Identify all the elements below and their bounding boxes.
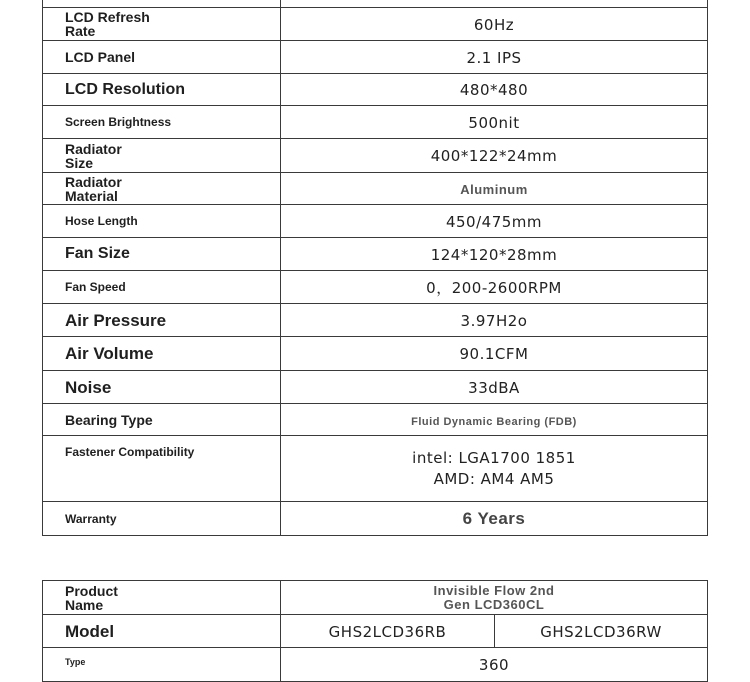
spec-value: Fluid Dynamic Bearing (FDB) (411, 416, 577, 428)
spec-value: 400*122*24mm (430, 147, 558, 165)
spec-label: LCD Panel (65, 49, 136, 65)
spec-label: Warranty (65, 511, 117, 526)
spec-row (43, 74, 708, 106)
spec-label-cell (43, 502, 281, 536)
spec-value-cell (281, 271, 708, 304)
product-name-value: Invisible Flow 2nd Gen LCD360CL (433, 582, 555, 612)
spec-row (43, 271, 708, 304)
spec-label-cell (43, 0, 281, 8)
spec-value: 33dBA (468, 378, 520, 397)
product-name-label: Product Name (65, 582, 118, 613)
spec-row (43, 8, 708, 41)
spec-row (43, 205, 708, 238)
spec-value: 3.97H2o (460, 311, 528, 330)
type-label-cell (43, 648, 281, 682)
spec-value-cell (281, 238, 708, 271)
spec-value-cell (281, 173, 708, 205)
spec-value-cell (281, 404, 708, 436)
spec-label: Radiator Size (65, 140, 122, 171)
spec-value: 124*120*28mm (430, 245, 558, 264)
spec-label: Air Pressure (65, 310, 167, 330)
spec-value: intel: LGA1700 1851 AMD: AM4 AM5 (412, 448, 576, 488)
spec-label: Air Volume (65, 344, 154, 363)
spec-row (43, 106, 708, 139)
spec-label-cell (43, 74, 281, 106)
spec-label: Noise (65, 377, 112, 397)
spec-row (43, 436, 708, 502)
type-value-cell (281, 648, 708, 682)
spec-label: LCD Resolution (65, 80, 185, 98)
product-name-row (43, 581, 708, 615)
spec-label-cell (43, 139, 281, 173)
model-value-cell-1 (281, 615, 495, 648)
spec-value: 2.1 IPS (466, 48, 522, 67)
model-label: Model (65, 621, 115, 641)
type-row (43, 648, 708, 682)
spec-row (43, 304, 708, 337)
spec-value: 0，200-2600RPM (426, 278, 562, 297)
spec-row (43, 238, 708, 271)
model-label-cell (43, 615, 281, 648)
product-name-value-cell (281, 581, 708, 615)
spec-value-cell (281, 0, 708, 8)
spec-value: 90.1CFM (459, 345, 529, 363)
spec-label: Screen Brightness (65, 115, 172, 129)
spec-row (43, 502, 708, 536)
spec-label-cell (43, 41, 281, 74)
spec-row (43, 371, 708, 404)
product-name-label-cell (43, 581, 281, 615)
type-value: 360 (478, 656, 510, 674)
model-table (42, 580, 708, 682)
spec-label-cell (43, 106, 281, 139)
spec-table-body (43, 0, 708, 536)
spec-value-cell (281, 106, 708, 139)
model-value-cell-2 (495, 615, 708, 648)
spec-value: 6 Years (462, 508, 526, 528)
spec-label-cell (43, 173, 281, 205)
spec-label-cell (43, 304, 281, 337)
spec-label: Hose Length (65, 214, 138, 228)
spec-label-cell (43, 337, 281, 371)
spec-label: Fan Size (65, 245, 130, 262)
spec-value-cell (281, 8, 708, 41)
spec-value-cell (281, 74, 708, 106)
spec-value: 480*480 (459, 81, 529, 99)
spec-value-cell (281, 139, 708, 173)
spec-value: 450/475mm (445, 212, 543, 231)
spec-label: Fastener Compatibility (65, 445, 195, 459)
spec-value: 500nit (468, 113, 520, 132)
spec-value-cell (281, 502, 708, 536)
spec-value-cell (281, 304, 708, 337)
spec-label-cell (43, 271, 281, 304)
spec-label: Fan Speed (65, 280, 126, 294)
spec-value-cell (281, 436, 708, 502)
spec-label-cell (43, 205, 281, 238)
spec-row (43, 139, 708, 173)
spec-row (43, 173, 708, 205)
type-label: Type (65, 657, 86, 667)
spec-label-cell (43, 436, 281, 502)
spec-row (43, 337, 708, 371)
spec-row (43, 41, 708, 74)
spec-label-cell (43, 404, 281, 436)
spec-label-cell (43, 371, 281, 404)
model-value-2: GHS2LCD36RW (540, 622, 662, 641)
spec-row (43, 0, 708, 8)
model-value-1: GHS2LCD36RB (328, 622, 447, 641)
spec-table (42, 0, 708, 536)
spec-label: LCD Refresh Rate (65, 9, 150, 39)
spec-label-cell (43, 238, 281, 271)
spec-value-cell (281, 337, 708, 371)
spec-value-cell (281, 205, 708, 238)
spec-label-cell (43, 8, 281, 41)
spec-label: Radiator Material (65, 173, 122, 204)
spec-label: Bearing Type (65, 411, 153, 428)
spec-value-cell (281, 41, 708, 74)
spec-value: Aluminum (460, 182, 528, 197)
spec-row (43, 404, 708, 436)
spec-value: 60Hz (473, 15, 515, 34)
spec-value-cell (281, 371, 708, 404)
model-row (43, 615, 708, 648)
